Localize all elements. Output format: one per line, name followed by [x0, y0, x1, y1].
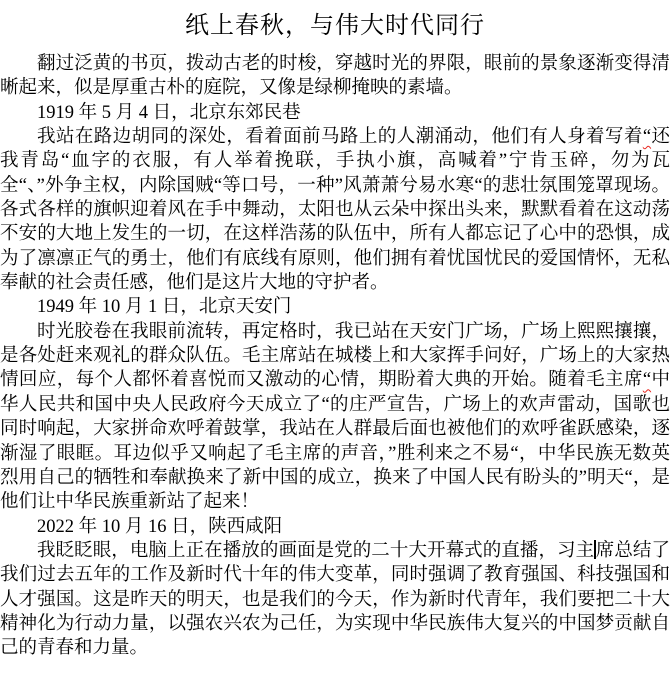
paragraph-text: 我眨眨眼，电脑上正在播放的画面是党的二十大开幕式的直播，习主 [37, 540, 595, 561]
document-title: 纸上春秋，与伟大时代同行 [185, 13, 485, 39]
paragraph-text: 席总结了我们过去五年的工作及新时代十年的伟大变革，同时强调了教育强国、科技强国和人才强国。这是昨天的明天，也是我们的今天，作为新时代青年，我们要把二十大精神化为行动力量，以强农兴农为己任，为实现中华民族伟大复兴的中国梦贡献自己的青春和力量。 [0, 540, 670, 659]
paragraph-intro [0, 52, 670, 101]
paragraph-may-fourth [0, 125, 670, 295]
paragraph-founding-ceremony [0, 320, 670, 515]
date-text: 1949 年 10 月 1 日，北京天安门 [37, 297, 292, 318]
date-line-1919 [0, 101, 670, 125]
paragraph-party-congress [0, 539, 670, 661]
spellcheck-squiggle-quote: “ [642, 127, 652, 148]
paragraph-text: 中华人民共和国中央人民政府今天成立了“的庄严宣告，广场上的欢声雷动，国歌也同时响起，大家拼命欢呼着鼓掌，我站在人群最后面也被他们的欢呼雀跃感染，逐渐湿了眼眶。耳边似乎又响起了毛主席的声音，”胜利来之不易“，中华民族无数英烈用自己的牺牲和奉献换来了新中国的成立，换来了中国人民有盼头的”明天“，是他们让中华民族重新站了起来！ [0, 370, 670, 513]
paragraph-text: 时光胶卷在我眼前流转，再定格时，我已站在天安门广场，广场上熙熙攘攘，是各处赶来观礼的群众队伍。毛主席站在城楼上和大家挥手问好，广场上的大家热情回应，每个人都怀着喜悦而又激动的心情，期盼着大典的开始。随着毛主席 [0, 321, 670, 391]
paragraph-text: 我站在路边胡同的深处，看着面前马路上的人潮涌动，他们有人身着写着 [37, 127, 643, 148]
date-line-2022 [0, 515, 670, 539]
date-text: 1919 年 5 月 4 日，北京东郊民巷 [37, 102, 301, 123]
date-line-1949 [0, 295, 670, 319]
paragraph-text: 翻过泛黄的书页，拨动古老的时梭，穿越时光的界限，眼前的景象逐渐变得清晰起来，似是厚重古朴的庭院，又像是绿柳掩映的素墙。 [0, 54, 670, 99]
paragraph-text: 还我青岛“血字的衣服，有人举着挽联，手执小旗，高喊着”宁肯玉碎，勿为瓦全“、”外争主权，内除国贼“等口号，一种”风萧萧兮易水寒“的悲壮氛围笼罩现场。各式各样的旗帜迎着风在手中舞动，太阳也从云朵中探出头来，默默看着在这动荡不安的大地上发生的一切，在这样浩荡的队伍中，所有人都忘记了心中的恐惧，成为了凛凛正气的勇士，他们有底线有原则，他们拥有着忧国忧民的爱国情怀，无私奉献的社会责任感，他们是这片大地的守护者。 [0, 127, 670, 294]
spellcheck-squiggle-quote: “ [642, 370, 652, 391]
date-text: 2022 年 10 月 16 日，陕西咸阳 [37, 516, 283, 537]
